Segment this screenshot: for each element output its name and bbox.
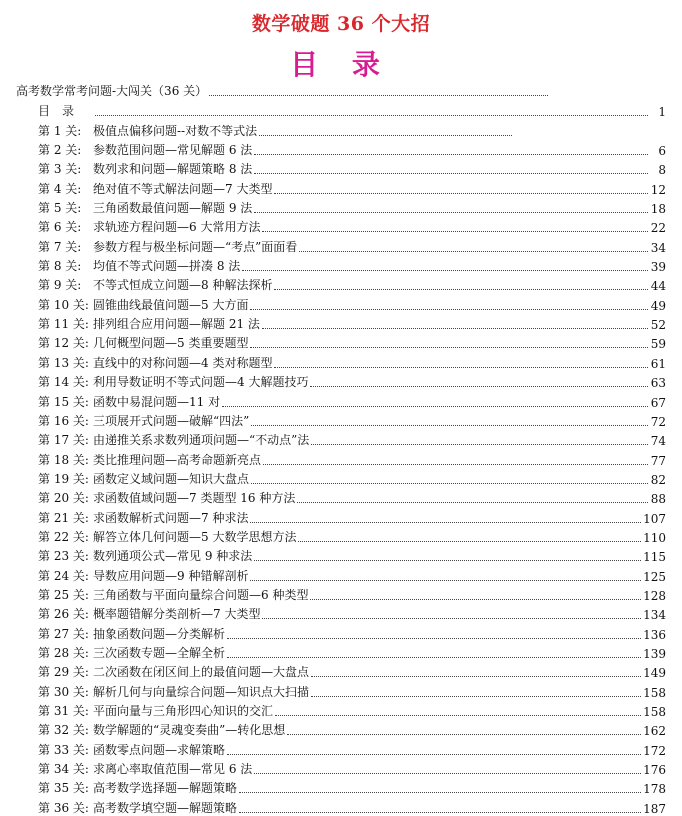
toc-entry[interactable] xyxy=(38,468,666,487)
toc-entry-title: 数学解题的“灵魂变奏曲”—转化思想 xyxy=(93,723,286,738)
toc-entry[interactable] xyxy=(38,777,666,796)
toc-entry[interactable] xyxy=(38,719,666,738)
toc-entry[interactable] xyxy=(38,584,666,603)
toc-entry-title: 求离心率取值范围—常见 6 法 xyxy=(93,762,253,777)
toc-entry-page: 34 xyxy=(650,240,666,255)
toc-entry[interactable] xyxy=(38,197,666,216)
dot-leader xyxy=(310,599,641,600)
toc-entry-page: 128 xyxy=(643,588,666,603)
toc-entry-number: 第 36 关: xyxy=(38,800,89,815)
toc-entry[interactable] xyxy=(38,371,666,390)
toc-entry-title: 函数定义域问题—知识大盘点 xyxy=(93,471,250,486)
toc-entry-title: 极值点偏移问题--对数不等式法 xyxy=(93,123,258,138)
toc-entry-number: 目 录 xyxy=(38,104,75,119)
toc-entry-number: 第 12 关: xyxy=(38,336,89,351)
toc-entry-number: 第 22 关: xyxy=(38,529,89,544)
toc-entry-number: 第 4 关: xyxy=(38,181,82,196)
toc-entry-number: 第 10 关: xyxy=(38,297,89,312)
toc-entry[interactable] xyxy=(38,235,666,254)
toc-entry-page: 59 xyxy=(650,337,666,352)
toc-entry[interactable] xyxy=(38,642,666,661)
toc-entry-page: 52 xyxy=(650,318,666,333)
toc-entry[interactable] xyxy=(38,603,666,622)
toc-entry-number: 第 13 关: xyxy=(38,355,89,370)
toc-entry[interactable] xyxy=(38,351,666,370)
dot-leader xyxy=(254,173,648,174)
dot-leader xyxy=(259,135,512,136)
toc-entry-page: 162 xyxy=(643,724,666,739)
toc-entry-number: 第 21 关: xyxy=(38,510,89,525)
dot-leader xyxy=(239,812,641,813)
dot-leader xyxy=(227,638,641,639)
dot-leader xyxy=(251,483,648,484)
toc-entry[interactable] xyxy=(38,545,666,564)
toc-entry[interactable] xyxy=(38,100,666,119)
toc-entry-page: 6 xyxy=(658,144,666,159)
dot-leader xyxy=(254,154,648,155)
toc-entry[interactable] xyxy=(38,700,666,719)
toc-entry-number: 第 25 关: xyxy=(38,587,89,602)
toc-entry-title: 求函数值域问题—7 类题型 16 种方法 xyxy=(93,491,296,506)
toc-entry-number: 第 9 关: xyxy=(38,278,82,293)
toc-entry-page: 136 xyxy=(643,627,666,642)
toc-entry-title: 导数应用问题—9 种错解剖析 xyxy=(93,568,249,583)
toc-entry-page: 134 xyxy=(643,608,666,623)
toc-entry-number: 第 24 关: xyxy=(38,568,89,583)
toc-entry[interactable] xyxy=(38,506,666,525)
toc-entry-number: 第 19 关: xyxy=(38,471,89,486)
toc-entry-page: 139 xyxy=(643,646,666,661)
dot-leader xyxy=(254,773,641,774)
dot-leader xyxy=(262,231,648,232)
toc-entry-number: 第 29 关: xyxy=(38,665,89,680)
toc-entry-title: 解析几何与向量综合问题—知识点大扫描 xyxy=(93,684,310,699)
toc-entry-page: 63 xyxy=(650,376,666,391)
dot-leader xyxy=(311,444,648,445)
dot-leader xyxy=(298,541,641,542)
dot-leader xyxy=(242,270,648,271)
toc-entry-number: 第 32 关: xyxy=(38,723,89,738)
toc-entry-page: 67 xyxy=(650,395,666,410)
toc-entry-number: 第 20 关: xyxy=(38,491,89,506)
toc-entry-title: 由递推关系求数列通项问题—“不动点”法 xyxy=(93,433,310,448)
toc-entry-number: 第 28 关: xyxy=(38,645,89,660)
toc-list xyxy=(38,100,666,816)
toc-entry-title: 求函数解析式问题—7 种求法 xyxy=(93,510,249,525)
toc-entry-title: 求轨迹方程问题—6 大常用方法 xyxy=(93,220,261,235)
toc-entry-number: 第 6 关: xyxy=(38,220,82,235)
dot-leader xyxy=(275,715,641,716)
toc-entry-number: 第 3 关: xyxy=(38,162,82,177)
toc-entry-page: 110 xyxy=(643,530,666,545)
dot-leader xyxy=(274,367,648,368)
toc-entry[interactable] xyxy=(38,255,666,274)
dot-leader xyxy=(239,792,641,793)
toc-entry[interactable] xyxy=(38,622,666,641)
toc-entry[interactable] xyxy=(38,526,666,545)
dot-leader xyxy=(227,657,641,658)
toc-entry-title: 绝对值不等式解法问题—7 大类型 xyxy=(93,181,273,196)
toc-entry-page: 12 xyxy=(650,182,666,197)
toc-entry-number: 第 27 关: xyxy=(38,626,89,641)
toc-entry[interactable] xyxy=(38,158,666,177)
toc-entry-page: 39 xyxy=(650,260,666,275)
toc-entry-title: 抽象函数问题—分类解析 xyxy=(93,626,226,641)
toc-entry-title: 类比推理问题—高考命题新亮点 xyxy=(93,452,262,467)
toc-entry-number: 第 2 关: xyxy=(38,143,82,158)
toc-entry[interactable] xyxy=(38,738,666,757)
dot-leader xyxy=(250,347,648,348)
toc-entry[interactable] xyxy=(38,119,666,138)
toc-entry-title: 解答立体几何问题—5 大数学思想方法 xyxy=(93,529,297,544)
toc-entry[interactable] xyxy=(38,661,666,680)
dot-leader xyxy=(250,580,641,581)
toc-entry-page: 149 xyxy=(643,666,666,681)
toc-heading: 目 录 xyxy=(290,48,392,81)
toc-entry[interactable] xyxy=(38,429,666,448)
dot-leader xyxy=(254,212,648,213)
dot-leader xyxy=(222,406,648,407)
toc-entry[interactable] xyxy=(38,216,666,235)
toc-entry-number: 第 5 关: xyxy=(38,201,82,216)
toc-header-line xyxy=(16,82,550,99)
toc-entry-number: 第 15 关: xyxy=(38,394,89,409)
toc-entry-number: 第 18 关: xyxy=(38,452,89,467)
toc-entry-page: 61 xyxy=(650,356,666,371)
dot-leader xyxy=(262,328,648,329)
toc-entry-number: 第 33 关: xyxy=(38,742,89,757)
toc-entry-number: 第 14 关: xyxy=(38,375,89,390)
toc-entry[interactable] xyxy=(38,410,666,429)
toc-entry-title: 排列组合应用问题—解题 21 法 xyxy=(93,317,260,332)
toc-entry[interactable] xyxy=(38,332,666,351)
toc-entry-title: 函数零点问题—求解策略 xyxy=(93,742,226,757)
toc-entry-number: 第 17 关: xyxy=(38,433,89,448)
dot-leader xyxy=(227,754,641,755)
toc-entry-number: 第 26 关: xyxy=(38,607,89,622)
toc-entry-page: 22 xyxy=(650,221,666,236)
toc-entry-page: 82 xyxy=(650,472,666,487)
dot-leader xyxy=(262,618,641,619)
toc-entry-page: 44 xyxy=(650,279,666,294)
dot-leader xyxy=(254,560,641,561)
toc-entry-title: 数列通项公式—常见 9 种求法 xyxy=(93,549,253,564)
toc-entry-page: 88 xyxy=(650,492,666,507)
toc-entry-title: 概率题错解分类剖析—7 大类型 xyxy=(93,607,261,622)
toc-entry-title: 三次函数专题—全解全析 xyxy=(93,645,226,660)
document-title: 数学破题 36 个大招 xyxy=(251,13,431,35)
toc-entry-title: 圆锥曲线最值问题—5 大方面 xyxy=(93,297,249,312)
toc-entry-title: 三项展开式问题—破解“四法” xyxy=(93,413,250,428)
dot-leader xyxy=(263,464,648,465)
toc-entry-page: 1 xyxy=(658,105,666,120)
toc-entry-title: 均值不等式问题—拼凑 8 法 xyxy=(93,259,241,274)
toc-entry-title: 函数中易混问题—11 对 xyxy=(93,394,221,409)
toc-entry-title: 高考数学填空题—解题策略 xyxy=(93,800,238,815)
toc-entry-title: 直线中的对称问题—4 类对称题型 xyxy=(93,355,273,370)
toc-entry-title: 参数范围问题—常见解题 6 法 xyxy=(93,143,253,158)
toc-entry[interactable] xyxy=(38,564,666,583)
toc-entry-page: 74 xyxy=(650,434,666,449)
toc-entry-number: 第 30 关: xyxy=(38,684,89,699)
toc-entry[interactable] xyxy=(38,313,666,332)
dot-leader xyxy=(250,522,641,523)
toc-entry[interactable] xyxy=(38,487,666,506)
toc-entry[interactable] xyxy=(38,177,666,196)
toc-entry[interactable] xyxy=(38,274,666,293)
toc-entry[interactable] xyxy=(38,758,666,777)
toc-entry-page: 158 xyxy=(643,685,666,700)
dot-leader xyxy=(250,309,648,310)
toc-entry-page: 172 xyxy=(643,743,666,758)
toc-entry-page: 72 xyxy=(650,414,666,429)
dot-leader xyxy=(274,193,648,194)
dot-leader xyxy=(311,696,641,697)
toc-entry-number: 第 7 关: xyxy=(38,239,82,254)
toc-entry-title: 三角函数与平面向量综合问题—6 种类型 xyxy=(93,587,309,602)
toc-entry-number: 第 11 关: xyxy=(38,317,89,332)
dot-leader xyxy=(299,251,648,252)
toc-entry-title: 二次函数在闭区间上的最值问题—大盘点 xyxy=(93,665,310,680)
toc-entry-number: 第 8 关: xyxy=(38,259,82,274)
dot-leader xyxy=(251,425,648,426)
toc-entry-page: 115 xyxy=(643,550,666,565)
toc-entry-title: 高考数学选择题—解题策略 xyxy=(93,781,238,796)
dot-leader xyxy=(310,386,648,387)
toc-entry-number: 第 23 关: xyxy=(38,549,89,564)
toc-entry-title: 利用导数证明不等式问题—4 大解题技巧 xyxy=(93,375,309,390)
dot-leader xyxy=(311,676,641,677)
toc-entry[interactable] xyxy=(38,448,666,467)
toc-entry[interactable] xyxy=(38,139,666,158)
toc-entry-title: 三角函数最值问题—解题 9 法 xyxy=(93,201,253,216)
toc-entry-page: 8 xyxy=(658,163,666,178)
dot-leader xyxy=(297,502,648,503)
toc-entry-page: 187 xyxy=(643,801,666,816)
toc-entry-title: 几何概型问题—5 类重要题型 xyxy=(93,336,249,351)
toc-entry-page: 176 xyxy=(643,763,666,778)
header-line-text: 高考数学常考问题-大闯关（36 关） xyxy=(16,84,208,98)
toc-entry-page: 18 xyxy=(650,202,666,217)
toc-entry-page: 125 xyxy=(643,569,666,584)
dot-leader xyxy=(287,734,641,735)
toc-entry-number: 第 16 关: xyxy=(38,413,89,428)
toc-entry-page: 158 xyxy=(643,705,666,719)
toc-entry-number: 第 1 关: xyxy=(38,123,82,138)
toc-entry-page: 107 xyxy=(643,511,666,526)
toc-entry[interactable] xyxy=(38,796,666,815)
toc-entry-page: 178 xyxy=(643,782,666,797)
toc-entry-number: 第 34 关: xyxy=(38,762,89,777)
dot-leader xyxy=(209,95,548,96)
toc-entry-number: 第 31 关: xyxy=(38,704,89,718)
toc-entry-title: 数列求和问题—解题策略 8 法 xyxy=(93,162,253,177)
toc-entry-page: 77 xyxy=(650,453,666,468)
toc-entry-title: 参数方程与极坐标问题—“考点”面面看 xyxy=(93,239,298,254)
dot-leader xyxy=(274,289,648,290)
toc-entry-number: 第 35 关: xyxy=(38,781,89,796)
dot-leader xyxy=(95,115,648,116)
toc-entry-title: 平面向量与三角形四心知识的交汇 xyxy=(93,704,274,718)
toc-entry[interactable] xyxy=(38,680,666,699)
toc-entry-title: 不等式恒成立问题—8 种解法探析 xyxy=(93,278,273,293)
toc-entry-page: 49 xyxy=(650,298,666,313)
toc-entry[interactable] xyxy=(38,293,666,312)
toc-entry[interactable] xyxy=(38,390,666,409)
